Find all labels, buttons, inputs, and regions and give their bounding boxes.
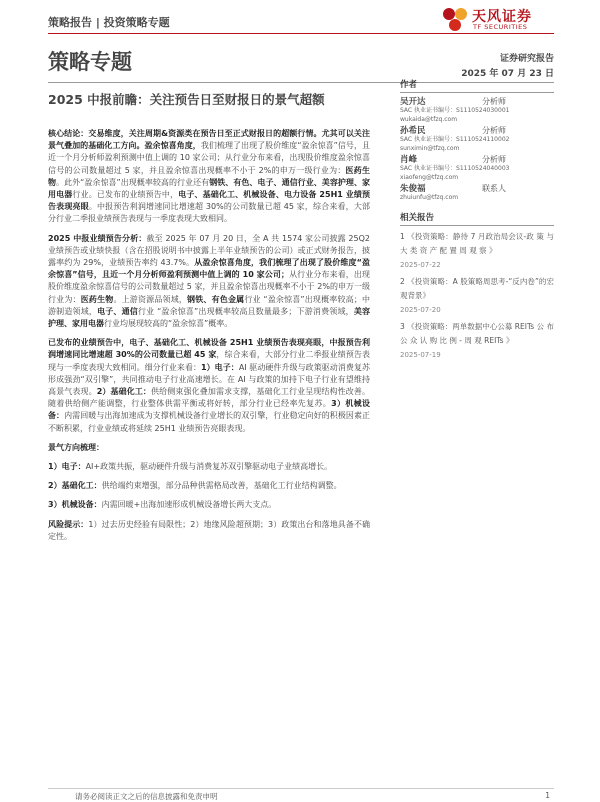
report-headline: 2025 中报前瞻：关注预告日至财报日的景气超额 [48,92,325,107]
author-role: 分析师 [482,155,506,164]
related-report-link[interactable]: 1 《投资策略：静待 7 月政治局会议-政 策 与 大 类 资 产 配 置 周 观 察 》 2025-07-22 [400,230,554,272]
sidebar [400,78,554,365]
related-reports-heading: 相关报告 [400,211,554,226]
related-report-date: 2025-07-19 [400,350,441,359]
footer-divider [48,788,554,789]
direction-title: 景气方向梳理： [48,442,104,452]
report-category: 策略报告 | 投资策略专题 [48,16,170,29]
page-number: 1 [545,791,550,800]
section-title: 策略专题 [48,50,132,74]
tf-securities-logo [442,4,554,36]
author-name: 朱俊福 [400,184,426,194]
related-report-link[interactable]: 2 《投资策略：A 股策略周思考-“反内卷”的宏观背景》 2025-07-20 [400,275,554,317]
direction-item-electronics: 1）电子：AI+政策共振，驱动硬件升级与消费复苏双引擎驱动电子业绩高增长。 [48,462,333,472]
logo-text-en: TF SECURITIES [473,23,528,31]
author-email[interactable]: sunximin@tfzq.com [400,144,460,152]
related-report-date: 2025-07-22 [400,260,441,269]
direction-item-machinery: 3）机械设备：内需回暖+出海加速形成机械设备增长两大支点。 [48,500,277,510]
risk-warning: 风险提示：1）过去历史经验有局限性；2）地缘风险超预期；3）政策出台和落地具备不确定性。 [48,519,370,541]
author-name: 吴开达 [400,97,426,107]
author-name: 肖峰 [400,155,418,165]
related-report-date: 2025-07-20 [400,305,441,314]
logo-mark-icon [442,6,468,32]
author-role: 分析师 [482,97,506,106]
report-type: 证券研究报告 [499,54,554,64]
author-cert: SAC 执业证书编号：S1110524040003 [400,165,510,172]
author-email[interactable]: zhuiunfu@tfzq.com [400,194,459,201]
logo-text-cn: 天风证券 [472,9,532,25]
author-role: 联系人 [482,184,506,193]
author-card [400,184,554,203]
footer-disclaimer: 请务必阅读正文之后的信息披露和免责申明 [75,792,218,801]
industry-detail-paragraph: 已发布的业绩预告中，电子、基础化工、机械设备 25H1 业绩预告表现亮眼，中报预告利润增速同比增速超 30%的公司数量已超 45 家，综合来看，大部分行业二季报业绩预告表现与一季度表现大致相同。细分行业来看：1）电子：AI 驱动硬件升级与政策驱动消费复苏形成强劲“双引擎”，共同推动电子行业高速增长。在 AI 与政策的加持下电子行业有望维持高景气表现。2）基础化工：供给侧束强化叠加需求支撑，基础化工行业呈现结构性改善。随着供给侧产能调整，行业整体供需平衡或将好转，部分行业已经率先复苏。3）机械设备：内需回暖与出海加速成为支撑机械设备行业增长的双引擎，行业稳定向好的积极因素正不断积累，行业业绩或将延续 25H1 业绩预告亮眼表现。 [48,338,371,433]
author-email[interactable]: xiaofeng@tfzq.com [400,173,459,181]
author-email[interactable]: wukaida@tfzq.com [400,115,458,123]
author-role: 分析师 [482,126,506,135]
report-body [48,128,370,550]
forecast-analysis-paragraph: 2025 中报业绩预告分析：截至 2025 年 07 月 20 日，全 A 共 1574 家公司披露 25Q2 业绩预告或业绩快报（含在招股说明书中披露上半年业绩预告的公司）或正式财务报告，披露率约为 29%，业绩预告率约 43.7%。从盈余惊喜角度，我们梳理了出现了股价维度“盈余惊喜”信号，且近一个月分析师盈利预测中值上调的 10 家公司；从行业分布来看，出现股价维度盈余惊喜信号的公司数量超过 5 家，并且盈余惊喜出现概率不小于 2%的申万一级行业为：医药生物。上游资源品领域，钢铁、有色金属行业 “盈余惊喜”出现概率较高；中游制造领域，电子、通信行业 “盈余惊喜”出现概率较高且数量最多；下游消费领域，美容护理、家用电器行业均展现较高的“盈余惊喜”概率。 [48,233,371,329]
direction-item-chemicals: 2）基础化工：供给端约束增强，部分品种供需格局改善，基础化工行业结构调整。 [48,481,342,491]
author-card [400,97,554,124]
author-cert: SAC 执业证书编号：S1110524030001 [400,107,510,114]
related-report-link[interactable]: 3 《投资策略：两单数据中心公募 REITs 公 布 公 众 认 购 比 例 - 周 观 REITs 》 2025-07-19 [400,320,554,362]
report-date: 2025 年 07 月 23 日 [461,69,554,79]
header-divider [48,33,554,34]
author-cert: SAC 执业证书编号：S1110524110002 [400,136,510,143]
author-card [400,155,554,182]
author-card [400,126,554,153]
authors-heading: 作者 [400,78,554,93]
author-name: 孙希民 [400,126,426,136]
core-conclusion-paragraph: 核心结论：交易维度，关注周期&资源类在预告日至正式财报日的超额行情。尤其可以关注景气叠加的基础化工方向。盈余惊喜角度，我们梳理了出现了股价维度“盈余惊喜”信号，且近一个月分析师盈利预测中值上调的 10 家公司；从行业分布来看，出现股价维度盈余惊喜信号的公司数量超过 5 家，并且盈余惊喜出现概率不小于 2%的申万一级行业为：医药生物。此外“盈余惊喜”出现概率较高的行业还有钢铁、有色、电子、通信行业、美容护理、家用电器行业。已发布的业绩预告中，电子、基础化工、机械设备、电力设备 25H1 业绩预告表现亮眼。中报预告利润增速同比增速超 30%的公司数量已超 45 家，综合来看，大部分行业二季报业绩预告表现与一季度表现大致相同。 [48,129,371,224]
